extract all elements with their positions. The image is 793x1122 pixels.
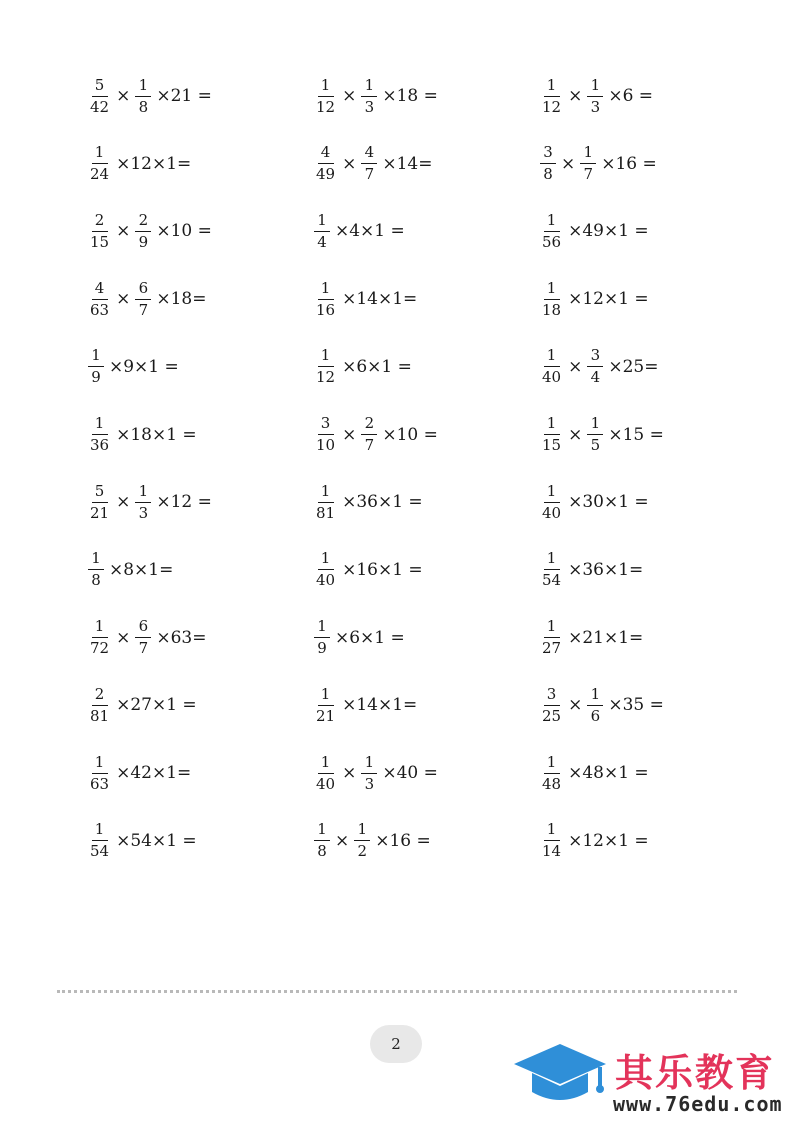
problem-tail: ×10 =	[382, 424, 438, 445]
fraction-numerator: 1	[587, 78, 603, 97]
fraction-numerator: 1	[135, 78, 151, 97]
fraction	[587, 416, 603, 453]
fraction-denominator: 3	[364, 97, 375, 116]
fraction-denominator: 27	[542, 639, 562, 658]
fraction-numerator: 1	[314, 213, 330, 232]
problem-item	[88, 410, 197, 460]
fraction-denominator: 9	[91, 368, 101, 387]
fraction-numerator: 4	[318, 145, 334, 164]
fraction-numerator: 1	[580, 145, 596, 164]
problem-tail: ×9×1 =	[109, 356, 179, 377]
fraction-numerator: 1	[314, 619, 330, 638]
fraction-denominator: 81	[90, 706, 110, 725]
problem-tail: ×30×1 =	[568, 492, 649, 513]
fraction	[540, 752, 563, 793]
times-sign: ×	[342, 424, 357, 445]
fraction-denominator: 54	[542, 571, 562, 590]
problem-tail: ×12×1 =	[568, 830, 649, 851]
problem-item	[540, 816, 649, 866]
problem-tail: ×14×1=	[342, 289, 418, 310]
fraction-denominator: 8	[91, 571, 101, 590]
page-number	[370, 1025, 422, 1063]
fraction	[314, 822, 330, 859]
problem-item	[88, 477, 212, 527]
problem-tail: ×15 =	[608, 424, 664, 445]
fraction	[88, 481, 111, 522]
problem-item	[540, 545, 643, 595]
problem-item	[314, 342, 412, 392]
problem-tail: ×63=	[156, 627, 207, 648]
fraction	[540, 684, 563, 725]
problem-tail: ×18×1 =	[116, 424, 197, 445]
fraction-numerator: 1	[544, 755, 560, 774]
fraction-numerator: 1	[88, 551, 104, 570]
fraction	[314, 416, 337, 453]
fraction	[540, 619, 563, 656]
fraction	[361, 145, 377, 182]
fraction-denominator: 8	[543, 165, 553, 184]
fraction-denominator: 8	[317, 842, 327, 861]
problem-item	[88, 613, 206, 663]
fraction	[540, 481, 563, 522]
problem-tail: ×12 =	[156, 492, 212, 513]
times-sign: ×	[342, 763, 357, 783]
problem-item	[314, 545, 423, 595]
fraction	[540, 551, 563, 588]
problem-item	[314, 748, 438, 798]
problem-item	[540, 477, 649, 527]
fraction	[88, 619, 111, 656]
problem-item	[314, 410, 438, 460]
fraction-numerator: 1	[92, 416, 108, 435]
fraction-denominator: 21	[90, 503, 110, 522]
brand-logo	[510, 1042, 790, 1117]
fraction-numerator: 3	[318, 416, 334, 435]
fraction	[587, 75, 603, 116]
fraction-numerator: 1	[587, 687, 603, 706]
problem-tail: ×18 =	[382, 86, 438, 106]
fraction-denominator: 7	[138, 300, 149, 319]
fraction	[314, 145, 337, 182]
fraction	[540, 822, 563, 859]
problem-item	[88, 139, 191, 189]
problem-tail: ×6×1 =	[342, 356, 412, 377]
problem-item	[314, 816, 431, 866]
fraction-denominator: 7	[364, 165, 375, 184]
fraction-numerator: 1	[361, 78, 377, 97]
problem-item	[540, 274, 649, 324]
problem-item	[88, 71, 212, 121]
problem-item	[314, 477, 423, 527]
problem-tail: ×12×1 =	[568, 289, 649, 310]
problem-tail: ×21 =	[156, 86, 212, 106]
fraction-numerator: 1	[318, 484, 334, 503]
times-sign: ×	[116, 627, 131, 648]
fraction-denominator: 4	[317, 232, 327, 251]
fraction	[361, 416, 377, 453]
fraction	[88, 278, 111, 319]
fraction-denominator: 15	[90, 232, 110, 251]
fraction-denominator: 49	[316, 165, 336, 184]
problem-tail: ×36×1 =	[342, 492, 423, 513]
times-sign: ×	[568, 695, 583, 716]
dotted-divider	[57, 990, 737, 993]
problem-item	[540, 613, 643, 663]
fraction	[314, 481, 337, 522]
fraction-denominator: 40	[542, 503, 562, 522]
problem-item	[314, 274, 417, 324]
fraction-denominator: 3	[364, 774, 375, 793]
fraction-numerator: 4	[361, 145, 377, 164]
fraction-numerator: 1	[318, 551, 334, 570]
fraction	[88, 210, 111, 251]
problem-tail: ×49×1 =	[568, 221, 649, 242]
fraction	[314, 278, 337, 319]
fraction	[88, 684, 111, 725]
problem-tail: ×14×1=	[342, 695, 418, 716]
fraction	[135, 481, 151, 522]
fraction-denominator: 5	[590, 436, 601, 454]
problem-tail: ×54×1 =	[116, 830, 197, 851]
fraction-numerator: 1	[544, 348, 560, 367]
fraction-numerator: 2	[135, 213, 151, 232]
problem-item	[88, 274, 206, 324]
fraction-numerator: 1	[544, 619, 560, 638]
times-sign: ×	[342, 153, 357, 174]
problem-item	[540, 71, 653, 121]
fraction-numerator: 1	[88, 348, 104, 367]
problem-tail: ×42×1=	[116, 763, 192, 783]
times-sign: ×	[116, 86, 131, 106]
fraction-denominator: 10	[316, 436, 336, 454]
problem-tail: ×36×1=	[568, 559, 644, 580]
fraction-numerator: 1	[361, 755, 377, 774]
fraction	[540, 348, 563, 385]
fraction-denominator: 16	[316, 300, 336, 319]
fraction	[354, 822, 370, 859]
fraction	[587, 684, 603, 725]
problem-item	[540, 139, 657, 189]
problem-tail: ×16×1 =	[342, 559, 423, 580]
fraction-numerator: 4	[92, 281, 108, 300]
fraction	[540, 416, 563, 453]
fraction	[540, 145, 556, 182]
fraction-numerator: 2	[92, 687, 108, 706]
fraction-denominator: 18	[542, 300, 562, 319]
fraction-numerator: 1	[92, 822, 108, 841]
fraction	[314, 551, 337, 588]
fraction-denominator: 21	[316, 706, 336, 725]
fraction	[88, 75, 111, 116]
fraction	[314, 752, 337, 793]
fraction-numerator: 1	[318, 78, 334, 97]
problem-tail: ×21×1=	[568, 627, 644, 648]
fraction-numerator: 1	[318, 755, 334, 774]
fraction	[361, 752, 377, 793]
problem-tail: ×27×1 =	[116, 695, 197, 716]
fraction-denominator: 3	[590, 97, 601, 116]
fraction-numerator: 3	[540, 145, 556, 164]
times-sign: ×	[568, 86, 583, 106]
fraction-denominator: 48	[542, 774, 562, 793]
problem-item	[540, 680, 664, 730]
fraction-numerator: 1	[92, 619, 108, 638]
fraction-denominator: 14	[542, 842, 562, 861]
fraction-denominator: 40	[542, 368, 562, 387]
problem-tail: ×14=	[382, 153, 433, 174]
fraction-numerator: 5	[92, 484, 108, 503]
times-sign: ×	[568, 424, 583, 445]
fraction	[88, 752, 111, 793]
fraction-denominator: 42	[90, 97, 110, 116]
logo-title: 其乐教育	[615, 1051, 776, 1095]
fraction-numerator: 2	[361, 416, 377, 435]
fraction-numerator: 1	[318, 348, 334, 367]
fraction	[314, 348, 337, 385]
problem-item	[540, 342, 658, 392]
fraction	[88, 551, 104, 588]
times-sign: ×	[342, 86, 357, 106]
fraction-denominator: 12	[316, 368, 336, 387]
fraction-numerator: 1	[544, 822, 560, 841]
fraction-numerator: 1	[544, 281, 560, 300]
problem-tail: ×40 =	[382, 763, 438, 783]
problem-item	[88, 206, 212, 256]
fraction-numerator: 1	[544, 416, 560, 435]
fraction	[314, 684, 337, 725]
fraction-denominator: 9	[138, 232, 149, 251]
fraction-numerator: 5	[92, 78, 108, 97]
problem-item	[314, 613, 405, 663]
times-sign: ×	[568, 356, 583, 377]
problem-tail: ×25=	[608, 356, 659, 377]
fraction-denominator: 40	[316, 774, 336, 793]
fraction-denominator: 81	[316, 503, 336, 522]
fraction-denominator: 40	[316, 571, 336, 590]
fraction	[580, 145, 596, 182]
fraction-denominator: 72	[90, 639, 110, 658]
problem-item	[88, 342, 179, 392]
problem-item	[540, 206, 649, 256]
fraction	[88, 822, 111, 859]
fraction-denominator: 24	[90, 165, 110, 184]
problem-item	[88, 748, 191, 798]
fraction	[135, 619, 151, 656]
fraction-numerator: 1	[135, 484, 151, 503]
times-sign: ×	[116, 289, 131, 310]
fraction-denominator: 63	[90, 300, 110, 319]
fraction	[88, 348, 104, 385]
problem-item	[88, 545, 173, 595]
problem-tail: ×6×1 =	[335, 627, 405, 648]
fraction	[540, 278, 563, 319]
problem-tail: ×48×1 =	[568, 763, 649, 783]
fraction-numerator: 1	[544, 213, 560, 232]
problem-item	[540, 748, 649, 798]
fraction-numerator: 6	[135, 281, 151, 300]
fraction-denominator: 15	[542, 436, 562, 454]
fraction	[540, 210, 563, 251]
problem-tail: ×6 =	[608, 86, 654, 106]
fraction	[88, 416, 111, 453]
fraction-numerator: 1	[314, 822, 330, 841]
problem-tail: ×8×1=	[109, 559, 174, 580]
fraction	[135, 278, 151, 319]
logo-url: www.76edu.com	[613, 1092, 783, 1116]
fraction	[361, 75, 377, 116]
fraction-denominator: 9	[317, 639, 327, 658]
fraction-numerator: 2	[92, 213, 108, 232]
fraction	[314, 210, 330, 251]
times-sign: ×	[116, 221, 131, 242]
fraction	[135, 75, 151, 116]
fraction-numerator: 1	[92, 145, 108, 164]
fraction-numerator: 1	[92, 755, 108, 774]
fraction-denominator: 2	[357, 842, 368, 861]
problem-item	[314, 71, 438, 121]
problem-item	[88, 680, 197, 730]
fraction-numerator: 1	[544, 551, 560, 570]
fraction-denominator: 7	[583, 165, 594, 184]
fraction-denominator: 63	[90, 774, 110, 793]
fraction-numerator: 1	[587, 416, 603, 435]
problem-item	[88, 816, 197, 866]
problem-item	[314, 206, 405, 256]
problem-tail: ×16 =	[375, 830, 431, 851]
times-sign: ×	[561, 153, 576, 174]
problem-item	[540, 410, 664, 460]
fraction-denominator: 36	[90, 436, 110, 454]
fraction	[88, 145, 111, 182]
problem-tail: ×16 =	[601, 153, 657, 174]
fraction-denominator: 7	[138, 639, 149, 658]
fraction-numerator: 3	[544, 687, 560, 706]
fraction-denominator: 4	[590, 368, 601, 387]
fraction-numerator: 6	[135, 619, 151, 638]
fraction-denominator: 54	[90, 842, 110, 861]
problem-tail: ×4×1 =	[335, 221, 405, 242]
times-sign: ×	[335, 830, 350, 851]
problem-tail: ×35 =	[608, 695, 664, 716]
graduation-cap-icon	[510, 1042, 610, 1112]
problem-item	[314, 139, 432, 189]
problem-tail: ×10 =	[156, 221, 212, 242]
fraction-numerator: 1	[354, 822, 370, 841]
fraction	[540, 75, 563, 116]
fraction-denominator: 25	[542, 706, 562, 725]
fraction	[314, 619, 330, 656]
problem-tail: ×18=	[156, 289, 207, 310]
fraction-denominator: 6	[590, 706, 601, 725]
fraction	[135, 210, 151, 251]
fraction-numerator: 1	[544, 78, 560, 97]
fraction-denominator: 7	[364, 436, 375, 454]
fraction-numerator: 1	[318, 281, 334, 300]
problem-item	[314, 680, 417, 730]
times-sign: ×	[116, 492, 131, 513]
page-number-label: 2	[391, 1035, 401, 1053]
fraction-numerator: 1	[318, 687, 334, 706]
fraction	[314, 75, 337, 116]
fraction-denominator: 56	[542, 232, 562, 251]
fraction-denominator: 8	[138, 97, 149, 116]
fraction-numerator: 1	[544, 484, 560, 503]
fraction-numerator: 3	[587, 348, 603, 367]
fraction-denominator: 3	[138, 503, 149, 522]
problem-tail: ×12×1=	[116, 153, 192, 174]
fraction	[587, 348, 603, 385]
fraction-denominator: 12	[316, 97, 336, 116]
fraction-denominator: 12	[542, 97, 562, 116]
